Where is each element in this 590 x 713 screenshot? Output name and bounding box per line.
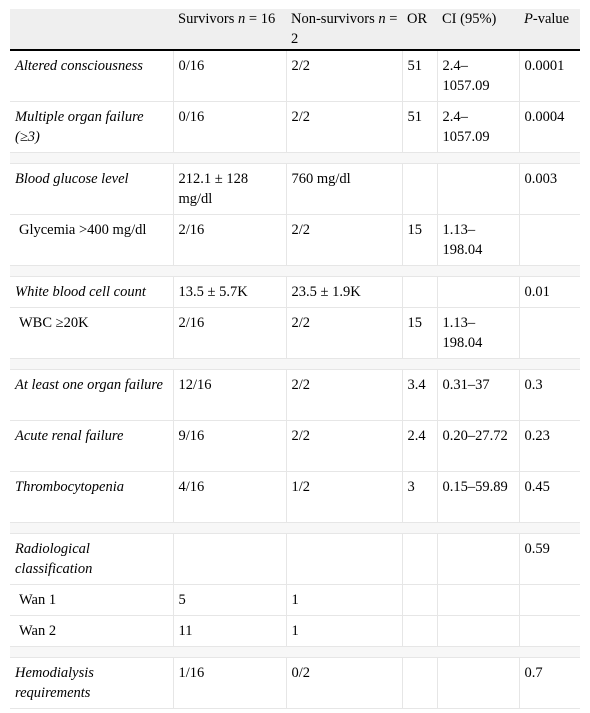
row-label: Multiple organ failure (≥3) (10, 101, 173, 152)
cell-non-survivors: 1 (286, 584, 402, 615)
cell-p-value (519, 615, 580, 646)
cell-survivors: 0/16 (173, 50, 286, 101)
cell-ci: 2.4–1057.09 (437, 101, 519, 152)
row-label: Wan 1 (10, 584, 173, 615)
cell-ci (437, 615, 519, 646)
header-variable (10, 9, 173, 50)
header-or: OR (402, 9, 437, 50)
row-label: Thrombocytopenia (10, 471, 173, 522)
cell-non-survivors: 760 mg/dl (286, 163, 402, 214)
cell-non-survivors: 2/2 (286, 101, 402, 152)
cell-or (402, 657, 437, 708)
cell-or (402, 276, 437, 307)
cell-p-value: 0.01 (519, 276, 580, 307)
header-survivors: Survivors n = 16 (173, 9, 286, 50)
row-label: Altered consciousness (10, 50, 173, 101)
cell-survivors: 212.1 ± 128 mg/dl (173, 163, 286, 214)
table-row (10, 101, 580, 152)
cell-or: 15 (402, 307, 437, 358)
table-row (10, 584, 580, 615)
section-spacer (10, 265, 580, 276)
cell-p-value (519, 214, 580, 265)
row-label: Wan 2 (10, 615, 173, 646)
row-label: Acute renal failure (10, 420, 173, 471)
cell-p-value: 0.59 (519, 533, 580, 584)
header-p-value: P-value (519, 9, 580, 50)
section-spacer (10, 646, 580, 657)
cell-non-survivors: 2/2 (286, 369, 402, 420)
cell-p-value: 0.23 (519, 420, 580, 471)
cell-ci (437, 163, 519, 214)
table-row (10, 657, 580, 708)
cell-ci (437, 276, 519, 307)
table-row (10, 276, 580, 307)
cell-non-survivors (286, 533, 402, 584)
cell-non-survivors: 23.5 ± 1.9K (286, 276, 402, 307)
results-table (10, 9, 580, 709)
cell-ci: 0.15–59.89 (437, 471, 519, 522)
table-row (10, 307, 580, 358)
header-row (10, 9, 580, 50)
cell-or: 51 (402, 101, 437, 152)
cell-ci: 0.31–37 (437, 369, 519, 420)
cell-ci (437, 657, 519, 708)
cell-p-value: 0.0004 (519, 101, 580, 152)
cell-non-survivors: 0/2 (286, 657, 402, 708)
cell-ci (437, 584, 519, 615)
cell-ci: 2.4–1057.09 (437, 50, 519, 101)
row-label: At least one organ failure (10, 369, 173, 420)
cell-survivors: 0/16 (173, 101, 286, 152)
cell-survivors: 12/16 (173, 369, 286, 420)
cell-or: 3.4 (402, 369, 437, 420)
cell-survivors: 13.5 ± 5.7K (173, 276, 286, 307)
section-spacer (10, 152, 580, 163)
cell-non-survivors: 2/2 (286, 214, 402, 265)
cell-or (402, 163, 437, 214)
cell-survivors (173, 533, 286, 584)
table-row (10, 163, 580, 214)
cell-survivors: 11 (173, 615, 286, 646)
row-label: Glycemia >400 mg/dl (10, 214, 173, 265)
header-ci: CI (95%) (437, 9, 519, 50)
cell-p-value (519, 307, 580, 358)
cell-p-value: 0.45 (519, 471, 580, 522)
cell-ci: 1.13–198.04 (437, 307, 519, 358)
row-label: Blood glucose level (10, 163, 173, 214)
cell-p-value: 0.7 (519, 657, 580, 708)
cell-survivors: 1/16 (173, 657, 286, 708)
row-label: White blood cell count (10, 276, 173, 307)
cell-or (402, 615, 437, 646)
cell-survivors: 4/16 (173, 471, 286, 522)
table-row (10, 369, 580, 420)
cell-or: 3 (402, 471, 437, 522)
section-spacer (10, 358, 580, 369)
cell-p-value: 0.3 (519, 369, 580, 420)
cell-ci: 1.13–198.04 (437, 214, 519, 265)
cell-non-survivors: 1 (286, 615, 402, 646)
cell-non-survivors: 2/2 (286, 50, 402, 101)
cell-or (402, 584, 437, 615)
table-row (10, 471, 580, 522)
cell-p-value: 0.0001 (519, 50, 580, 101)
cell-survivors: 2/16 (173, 307, 286, 358)
section-spacer (10, 522, 580, 533)
cell-non-survivors: 2/2 (286, 420, 402, 471)
cell-non-survivors: 2/2 (286, 307, 402, 358)
cell-non-survivors: 1/2 (286, 471, 402, 522)
table-row (10, 50, 580, 101)
cell-survivors: 2/16 (173, 214, 286, 265)
cell-or: 51 (402, 50, 437, 101)
table-row (10, 420, 580, 471)
row-label: Radiological classification (10, 533, 173, 584)
cell-or: 15 (402, 214, 437, 265)
cell-ci: 0.20–27.72 (437, 420, 519, 471)
cell-p-value: 0.003 (519, 163, 580, 214)
table-row (10, 533, 580, 584)
row-label: WBC ≥20K (10, 307, 173, 358)
header-non-survivors: Non-survivors n = 2 (286, 9, 402, 50)
cell-or (402, 533, 437, 584)
table-row (10, 615, 580, 646)
row-label: Hemodialysis requirements (10, 657, 173, 708)
cell-survivors: 5 (173, 584, 286, 615)
cell-ci (437, 533, 519, 584)
table-row (10, 214, 580, 265)
cell-or: 2.4 (402, 420, 437, 471)
cell-p-value (519, 584, 580, 615)
cell-survivors: 9/16 (173, 420, 286, 471)
